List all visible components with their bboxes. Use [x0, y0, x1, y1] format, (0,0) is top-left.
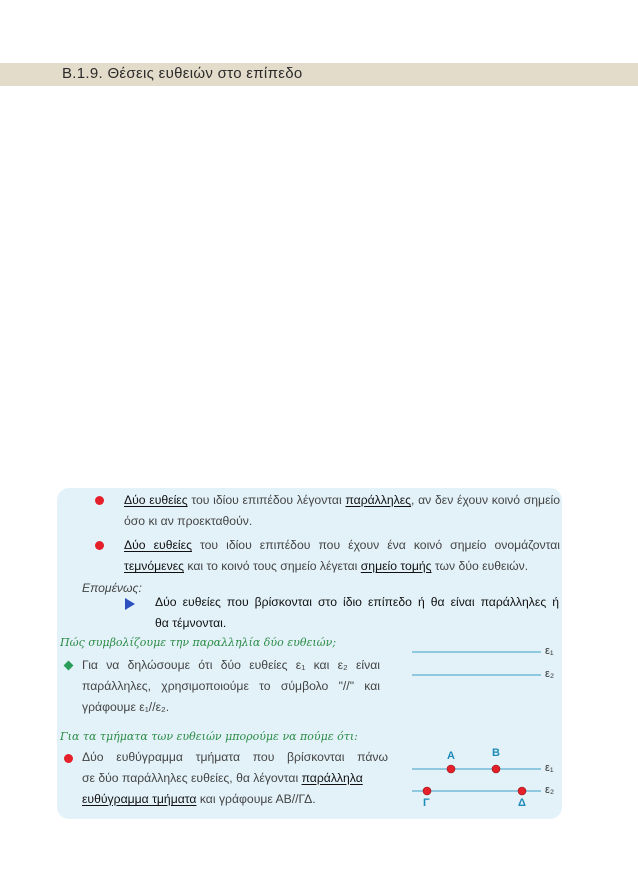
text-fragment: του ιδίου επιπέδου λέγονται	[187, 493, 346, 507]
text-line: Δύο ευθύγραμμα τμήματα που βρίσκονται πάνω	[82, 750, 388, 764]
point-b	[492, 765, 500, 773]
term-intersecting: τεμνόμενες	[124, 559, 184, 573]
text-line: όσο κι αν προεκταθούν.	[124, 514, 253, 528]
point-g	[423, 787, 431, 795]
label-point-a: Α	[447, 750, 455, 762]
text-fragment: και το κοινό τους σημείο λέγεται	[184, 559, 361, 573]
text-line: θα τέμνονται.	[155, 616, 227, 630]
label-point-b: Β	[492, 747, 500, 759]
label-e1: ε₁	[545, 645, 554, 657]
point-d	[518, 787, 526, 795]
label-point-d: Δ	[518, 797, 526, 809]
text-line: παράλληλες, χρησιμοποιούμε το σύμβολο "//" και	[82, 679, 380, 693]
therefore-label: Επομένως:	[82, 581, 142, 595]
label-e2: ε₂	[545, 668, 555, 680]
section-title: B.1.9. Θέσεις ευθειών στο επίπεδο	[62, 65, 303, 82]
text-line: Δύο ευθείες που βρίσκονται στο ίδιο επίπεδο ή θα είναι παράλληλες ή	[155, 595, 559, 609]
text-fragment: και γράφουμε ΑΒ//ΓΔ.	[196, 792, 316, 806]
term-intersection-point: σημείο τομής	[360, 559, 432, 573]
term-parallel: παράλληλες	[345, 493, 412, 507]
term-two-lines: Δύο ευθείες	[124, 493, 188, 507]
label-e2: ε₂	[545, 784, 555, 796]
text-fragment: των δύο ευθειών.	[431, 559, 529, 573]
heading-segments: Για τα τμήματα των ευθειών μπορούμε να πούμε ότι:	[60, 730, 358, 743]
point-a	[447, 765, 455, 773]
term-straight-segments: ευθύγραμμα τμήματα	[82, 792, 197, 806]
text-fragment: , αν δεν έχουν κοινό σημείο	[411, 493, 561, 507]
label-point-g: Γ	[423, 797, 430, 809]
term-two-lines: Δύο ευθείες	[124, 538, 192, 552]
term-parallel-segments: παράλληλα	[301, 771, 363, 785]
text-line: γράφουμε ε₁//ε₂.	[82, 700, 170, 714]
label-e1: ε₁	[545, 762, 554, 774]
heading-parallel-symbol: Πώς συμβολίζουμε την παραλληλία δύο ευθειών;	[60, 636, 337, 649]
text-line: Για να δηλώσουμε ότι δύο ευθείες ε₁ και ε₂ είναι	[82, 658, 380, 672]
text-fragment: του ιδίου επιπέδου που έχουν ένα κοινό σημείο ονομάζονται	[191, 538, 561, 552]
text-fragment: σε δύο παράλληλες ευθείες, θα λέγονται	[82, 771, 302, 785]
